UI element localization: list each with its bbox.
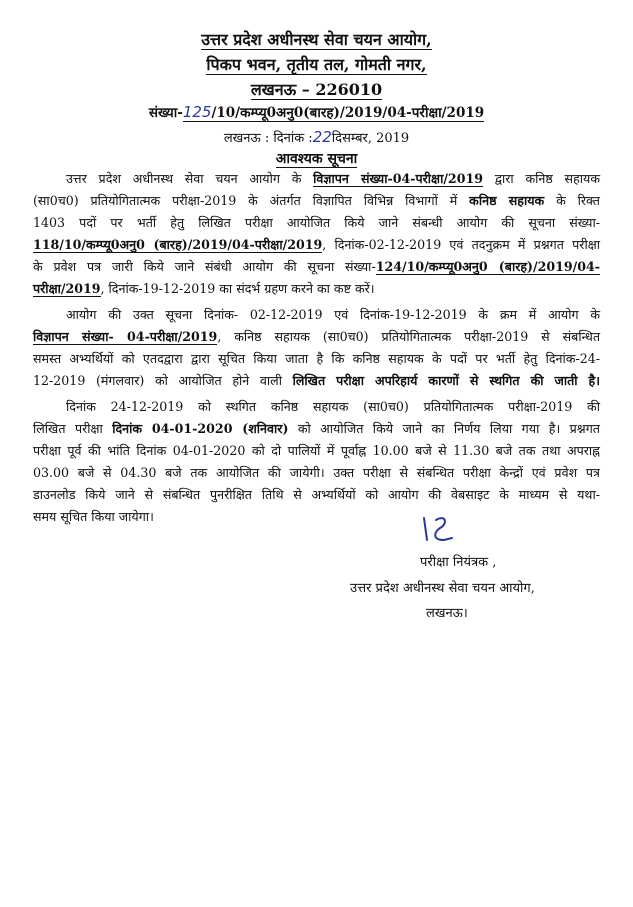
commission-city: लखनऊ – 226010 — [250, 80, 383, 99]
para3-line: परीक्षा पूर्व की भांति दिनांक 04-01-2020 को दो पालियों में पूर्वाह्न 10.00 बजे से 11.30 बजे तक तथा अपराह्न — [33, 443, 600, 458]
para1-line: 118/10/कम्प्यू0अनु0 (बारह)/2019/04-परीक्षा/2019, दिनांक-02-12-2019 एवं तदनुक्रम में प्रश्नगत परीक्षा — [33, 237, 600, 252]
signatory-city: लखनऊ। — [426, 606, 468, 621]
reference-number: संख्या-125/10/कम्प्यू0अनु0(बारह)/2019/04-परीक्षा/2019 — [148, 103, 485, 121]
signature-mark — [418, 510, 458, 546]
commission-address: पिकप भवन, तृतीय तल, गोमती नगर, — [206, 55, 427, 74]
para3-line: दिनांक 24-12-2019 को स्थगित कनिष्ठ सहायक (सा0च0) प्रतियोगितात्मक परीक्षा-2019 की — [66, 399, 600, 414]
para2-line: आयोग की उक्त सूचना दिनांक- 02-12-2019 एवं दिनांक-19-12-2019 के क्रम में आयोग के — [66, 307, 600, 322]
para1-line: (सा0च0) प्रतियोगितात्मक परीक्षा-2019 के अंतर्गत विज्ञापित विभिन्न विभागों में कनिष्ठ सहायक के रिक्त — [33, 193, 600, 208]
para1-line: के प्रवेश पत्र जारी किये जाने संबंधी आयोग की सूचना संख्या-124/10/कम्प्यू0अनु0 (बारह)/2019/04- — [33, 259, 600, 274]
para2-line: समस्त अभ्यर्थियों को एतदद्वारा द्वारा सूचित किया जाता है कि कनिष्ठ सहायक के पदों पर भर्ती हेतु दिनांक-24- — [33, 351, 600, 366]
para3-line: समय सूचित किया जायेगा। — [33, 509, 154, 524]
commission-name: उत्तर प्रदेश अधीनस्थ सेवा चयन आयोग, — [201, 30, 432, 49]
notice-title: आवश्यक सूचना — [275, 151, 358, 167]
para2-line: विज्ञापन संख्या- 04-परीक्षा/2019, कनिष्ठ सहायक (सा0च0) प्रतियोगितात्मक परीक्षा-2019 से संबन्धित — [33, 329, 600, 344]
date-line: लखनऊ : दिनांक :22दिसम्बर, 2019 — [223, 128, 410, 146]
para3-line: 03.00 बजे से 04.30 बजे तक आयोजित की जायेगी। उक्त परीक्षा से संबन्धित परीक्षा केन्द्रों एवं प्रवेश पत्र — [33, 465, 600, 480]
para2-line: 12-2019 (मंगलवार) को आयोजित होने वाली लिखित परीक्षा अपरिहार्य कारणों से स्थगित की जाती है। — [33, 373, 600, 388]
para3-line: लिखित परीक्षा दिनांक 04-01-2020 (शनिवार) को आयोजित किये जाने का निर्णय लिया गया है। प्रश्नगत — [33, 421, 600, 436]
para1-line: उत्तर प्रदेश अधीनस्थ सेवा चयन आयोग के विज्ञापन संख्या-04-परीक्षा/2019 द्वारा कनिष्ठ सहायक — [66, 171, 600, 186]
para1-line: परीक्षा/2019, दिनांक-19-12-2019 का संदर्भ ग्रहण करने का कष्ट करें। — [33, 281, 375, 296]
handwritten-date: 22 — [312, 128, 332, 146]
signatory-title: परीक्षा नियंत्रक , — [420, 555, 497, 570]
handwritten-reference-number: 125 — [182, 103, 212, 121]
para3-line: डाउनलोड किये जाने से संबन्धित पुनरीक्षित तिथि से अभ्यर्थियों को आयोग की वेबसाइट के माध्यम से यथा- — [33, 487, 600, 502]
signatory-organization: उत्तर प्रदेश अधीनस्थ सेवा चयन आयोग, — [350, 581, 535, 596]
para1-line: 1403 पदों पर भर्ती हेतु लिखित परीक्षा आयोजित किये जाने संबन्धी आयोग की सूचना संख्या- — [33, 215, 600, 230]
